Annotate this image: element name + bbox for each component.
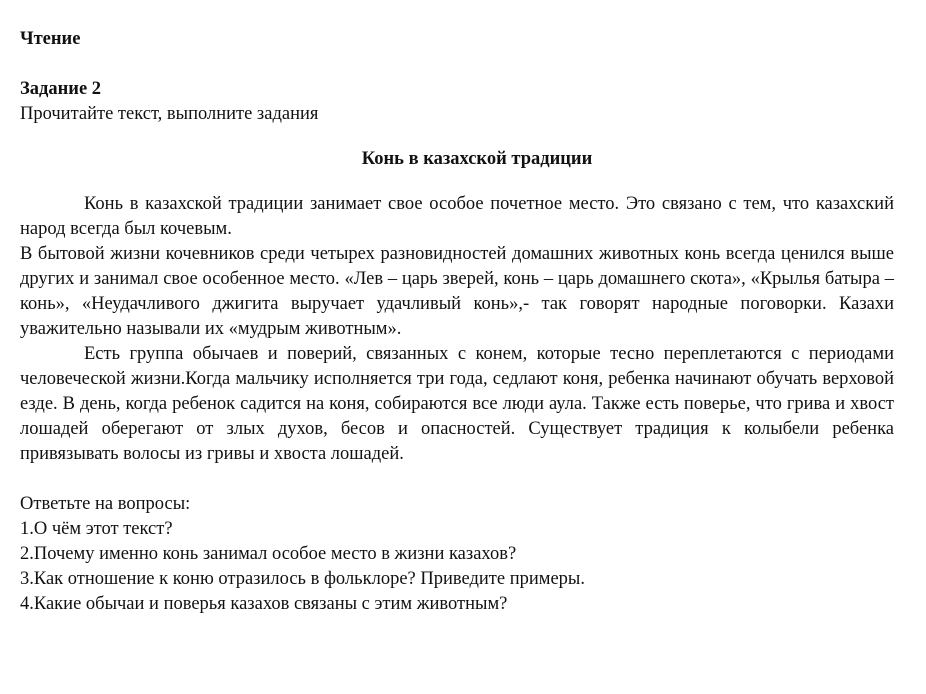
task-title: Задание 2: [20, 79, 102, 99]
spacer: [20, 52, 894, 77]
question-4: 4.Какие обычаи и поверья казахов связаны с этим животным?: [20, 594, 508, 614]
question-1: 1.О чём этот текст?: [20, 519, 173, 539]
section-label: Чтение: [20, 29, 81, 49]
question-3: 3.Как отношение к коню отразилось в фольклоре? Приведите примеры.: [20, 569, 585, 589]
document-page: [20, 27, 894, 617]
paragraph-1: Конь в казахской традиции занимает свое особое почетное место. Это связано с тем, что казахский народ всегда был кочевым.: [20, 194, 894, 239]
paragraph-3: Есть группа обычаев и поверий, связанных с конем, которые тесно переплетаются с периодами человеческой жизни.Когда мальчику исполняется три года, седлают коня, ребенка начинают обучать верховой езде. В день, когда ребенок садится на коня, собираются все люди аула. Также есть поверье, что грива и хвост лошадей оберегают от злых духов, бесов и опасностей. Существует традиция к колыбели ребенка привязывать волосы из гривы и хвоста лошадей.: [20, 344, 894, 464]
question-2: 2.Почему именно конь занимал особое место в жизни казахов?: [20, 544, 517, 564]
task-instruction: Прочитайте текст, выполните задания: [20, 104, 319, 124]
questions-header: Ответьте на вопросы:: [20, 494, 191, 514]
text-title: Конь в казахской традиции: [361, 149, 593, 169]
paragraph-2: В бытовой жизни кочевников среди четырех разновидностей домашних животных конь всегда ценился выше других и занимал свое особенное место. «Лев – царь зверей, конь – царь домашнего скота», «Крылья батыра – конь», «Неудачливого джигита выручает удачливый конь»,- так говорят народные поговорки. Казахи уважительно называли их «мудрым животным».: [20, 244, 894, 339]
